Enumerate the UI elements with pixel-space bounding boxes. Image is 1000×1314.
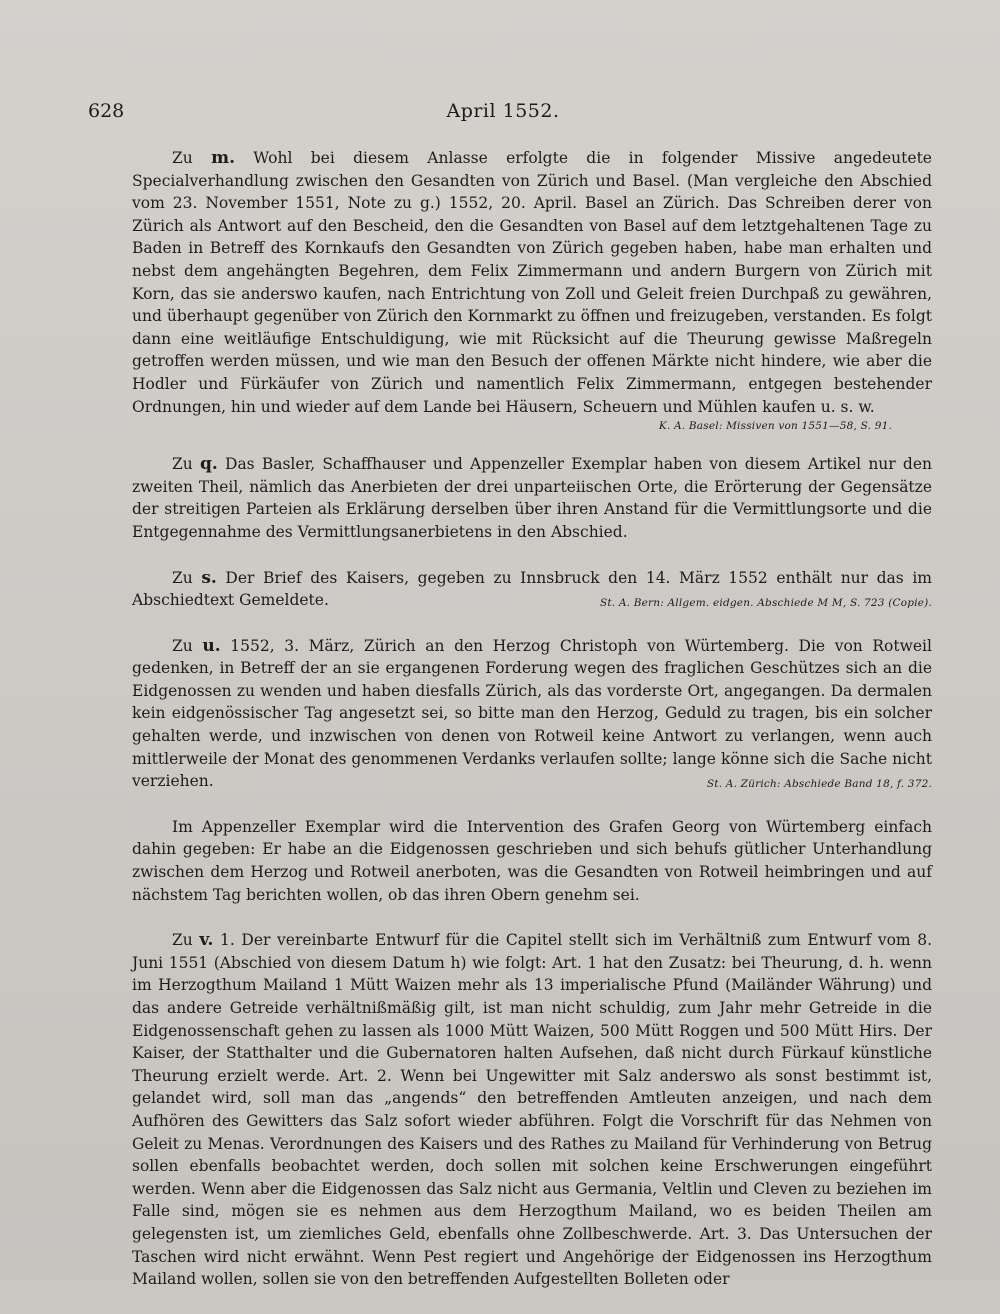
paragraph-s [132, 567, 932, 612]
paragraph-text: 1552, 3. März, Zürich an den Herzog Christoph von Würtemberg. Die von Rotweil gedenken, in Betreff der an sie ergangenen Forderung wegen des fraglichen Geschützes sich an die Eidgenossen zu wenden und haben diesfalls Zürich, als das vorderste Ort, angegangen. Da dermalen kein eidgenössischer Tag angesetzt sei, so bitte man den Herzog, Geduld zu tragen, bis ein solcher gehalten werde, und inzwischen von denen von Rotweil keine Antwort zu verlangen, wenn auch mittlerweile der Monat des genommenen Verdanks verlaufen sollte; lange könne sich die Sache nicht verziehen. [132, 636, 932, 791]
page-body [132, 147, 932, 1314]
paragraph-letter: v. [199, 930, 214, 951]
paragraph-letter: q. [199, 454, 218, 475]
source-citation: St. A. Bern: Allgem. eidgen. Abschiede M M, S. 723 (Copie). [599, 597, 932, 610]
paragraph-appenzeller [132, 816, 932, 906]
paragraph-prefix: Zu [172, 149, 193, 167]
page-title: April 1552. [446, 100, 560, 122]
page-header [88, 100, 918, 130]
paragraph-text: Das Basler, Schaffhauser und Appenzeller Exemplar haben von diesem Artikel nur den zweiten Theil, nämlich das Anerbieten der drei unparteiischen Orte, die Erörterung der Gegensätze der streitigen Parteien als Erklärung derselben über ihren Anstand für die Vermittlungsorte und die Entgegennahme des Vermittlungsanerbietens in den Abschied. [132, 455, 932, 541]
source-citation: St. A. Zürich: Abschiede Band 18, f. 372. [706, 778, 932, 791]
source-citation: K. A. Basel: Missiven von 1551—58, S. 91. [658, 420, 892, 433]
paragraph-letter: s. [201, 567, 217, 588]
paragraph-u [132, 635, 932, 793]
paragraph-v [132, 929, 932, 1291]
paragraph-prefix: Zu [172, 455, 193, 474]
page-number: 628 [88, 100, 125, 122]
paragraph-text: Der Brief des Kaisers, gegeben zu Innsbruck den 14. März 1552 enthält nur das im Abschiedtext Gemeldete. [132, 568, 932, 610]
paragraph-text: 1. Der vereinbarte Entwurf für die Capitel stellt sich im Verhältniß zum Entwurf vom 8. Juni 1551 (Abschied von diesem Datum h) wie folgt: Art. 1 hat den Zusatz: bei Theurung, d. h. wenn im Herzogthum Mailand 1 Mütt Waizen mehr als 13 imperialische Pfund (Mailänder Währung) und das andere Getreide verhältnißmäßig gilt, ist man nicht schuldig, zum Jahr mehr Getreide in die Eidgenossenschaft gehen zu lassen als 1000 Mütt Waizen, 500 Mütt Roggen und 500 Mütt Hirs. Der Kaiser, der Statthalter und die Gubernatoren halten Aufsehen, daß nicht durch Fürkauf künstliche Theurung erzielt werde. Art. 2. Wenn bei Ungewitter mit Salz anderswo als sonst bestimmt ist, gelandet wird, soll man das „angends“ den betreffenden Amtleuten anzeigen, und nach dem Aufhören des Gewitters das Salz sofort wieder abführen. Folgt die Vorschrift für das Nehmen von Geleit zu Menas. Verordnungen des Kaisers und des Rathes zu Mailand für Verhinderung von Betrug sollen ebenfalls beobachtet werden, doch sollen mit solchen keine Erschwerungen eingeführt werden. Wenn aber die Eidgenossen das Salz nicht aus Germania, Veltlin und Cleven zu beziehen im Falle sind, mögen sie es nehmen aus dem Herzogthum Mailand, wo es beiden Theilen am gelegensten ist, um ziemliches Geld, ebenfalls ohne Zollbeschwerde. Art. 3. Das Untersuchen der Taschen wird nicht erwähnt. Wenn Pest regiert und Angehörige der Eidgenossen ins Herzogthum Mailand wollen, sollen sie von den betreffenden Aufgestellten Bolleten oder [132, 931, 932, 1289]
paragraph-prefix: Zu [172, 931, 193, 950]
paragraph-text: Wohl bei diesem Anlasse erfolgte die in folgender Missive angedeutete Specialverhandlung zwischen den Gesandten von Zürich und Basel. (Man vergleiche den Abschied vom 23. November 1551, Note zu g.) 1552, 20. April. Basel an Zürich. Das Schreiben derer von Zürich als Antwort auf den Bescheid, den die Gesandten von Basel auf dem letztgehaltenen Tage zu Baden in Betreff des Kornkaufs den Gesandten von Zürich gegeben haben, habe man erhalten und nebst dem angehängten Begehren, dem Felix Zimmermann und andern Burgern von Zürich mit Korn, das sie anderswo kaufen, nach Entrichtung von Zoll und Geleit freien Durchpaß zu gewähren, und überhaupt gegenüber von Zürich den Kornmarkt zu öffnen und freizugeben, verstanden. Es folgt dann eine weitläufige Entschuldigung, wie mit Rücksicht auf die Theurung gewisse Maßregeln getroffen werden müssen, und wie man den Besuch der offenen Märkte nicht hindere, wie aber die Hodler und Fürkäufer von Zürich und namentlich Felix Zimmermann, entgegen bestehender Ordnungen, hin und wieder auf dem Lande bei Häusern, Scheuern und Mühlen kaufen u. s. w. [132, 149, 932, 416]
paragraph-q [132, 453, 932, 543]
paragraph-letter: u. [202, 635, 221, 656]
paragraph-prefix: Zu [172, 636, 193, 655]
paragraph-letter: m. [211, 148, 235, 168]
paragraph-prefix: Zu [172, 568, 193, 587]
paragraph-text: Im Appenzeller Exemplar wird die Intervention des Grafen Georg von Würtemberg einfach dahin gegeben: Er habe an die Eidgenossen geschrieben und sich behufs gütlicher Unterhandlung zwischen dem Herzog und Rotweil anerboten, was die Gesandten von Rotweil heimbringen und auf nächstem Tag berichten wollen, ob das ihren Obern genehm sei. [132, 817, 932, 904]
paragraph-m [132, 147, 932, 434]
